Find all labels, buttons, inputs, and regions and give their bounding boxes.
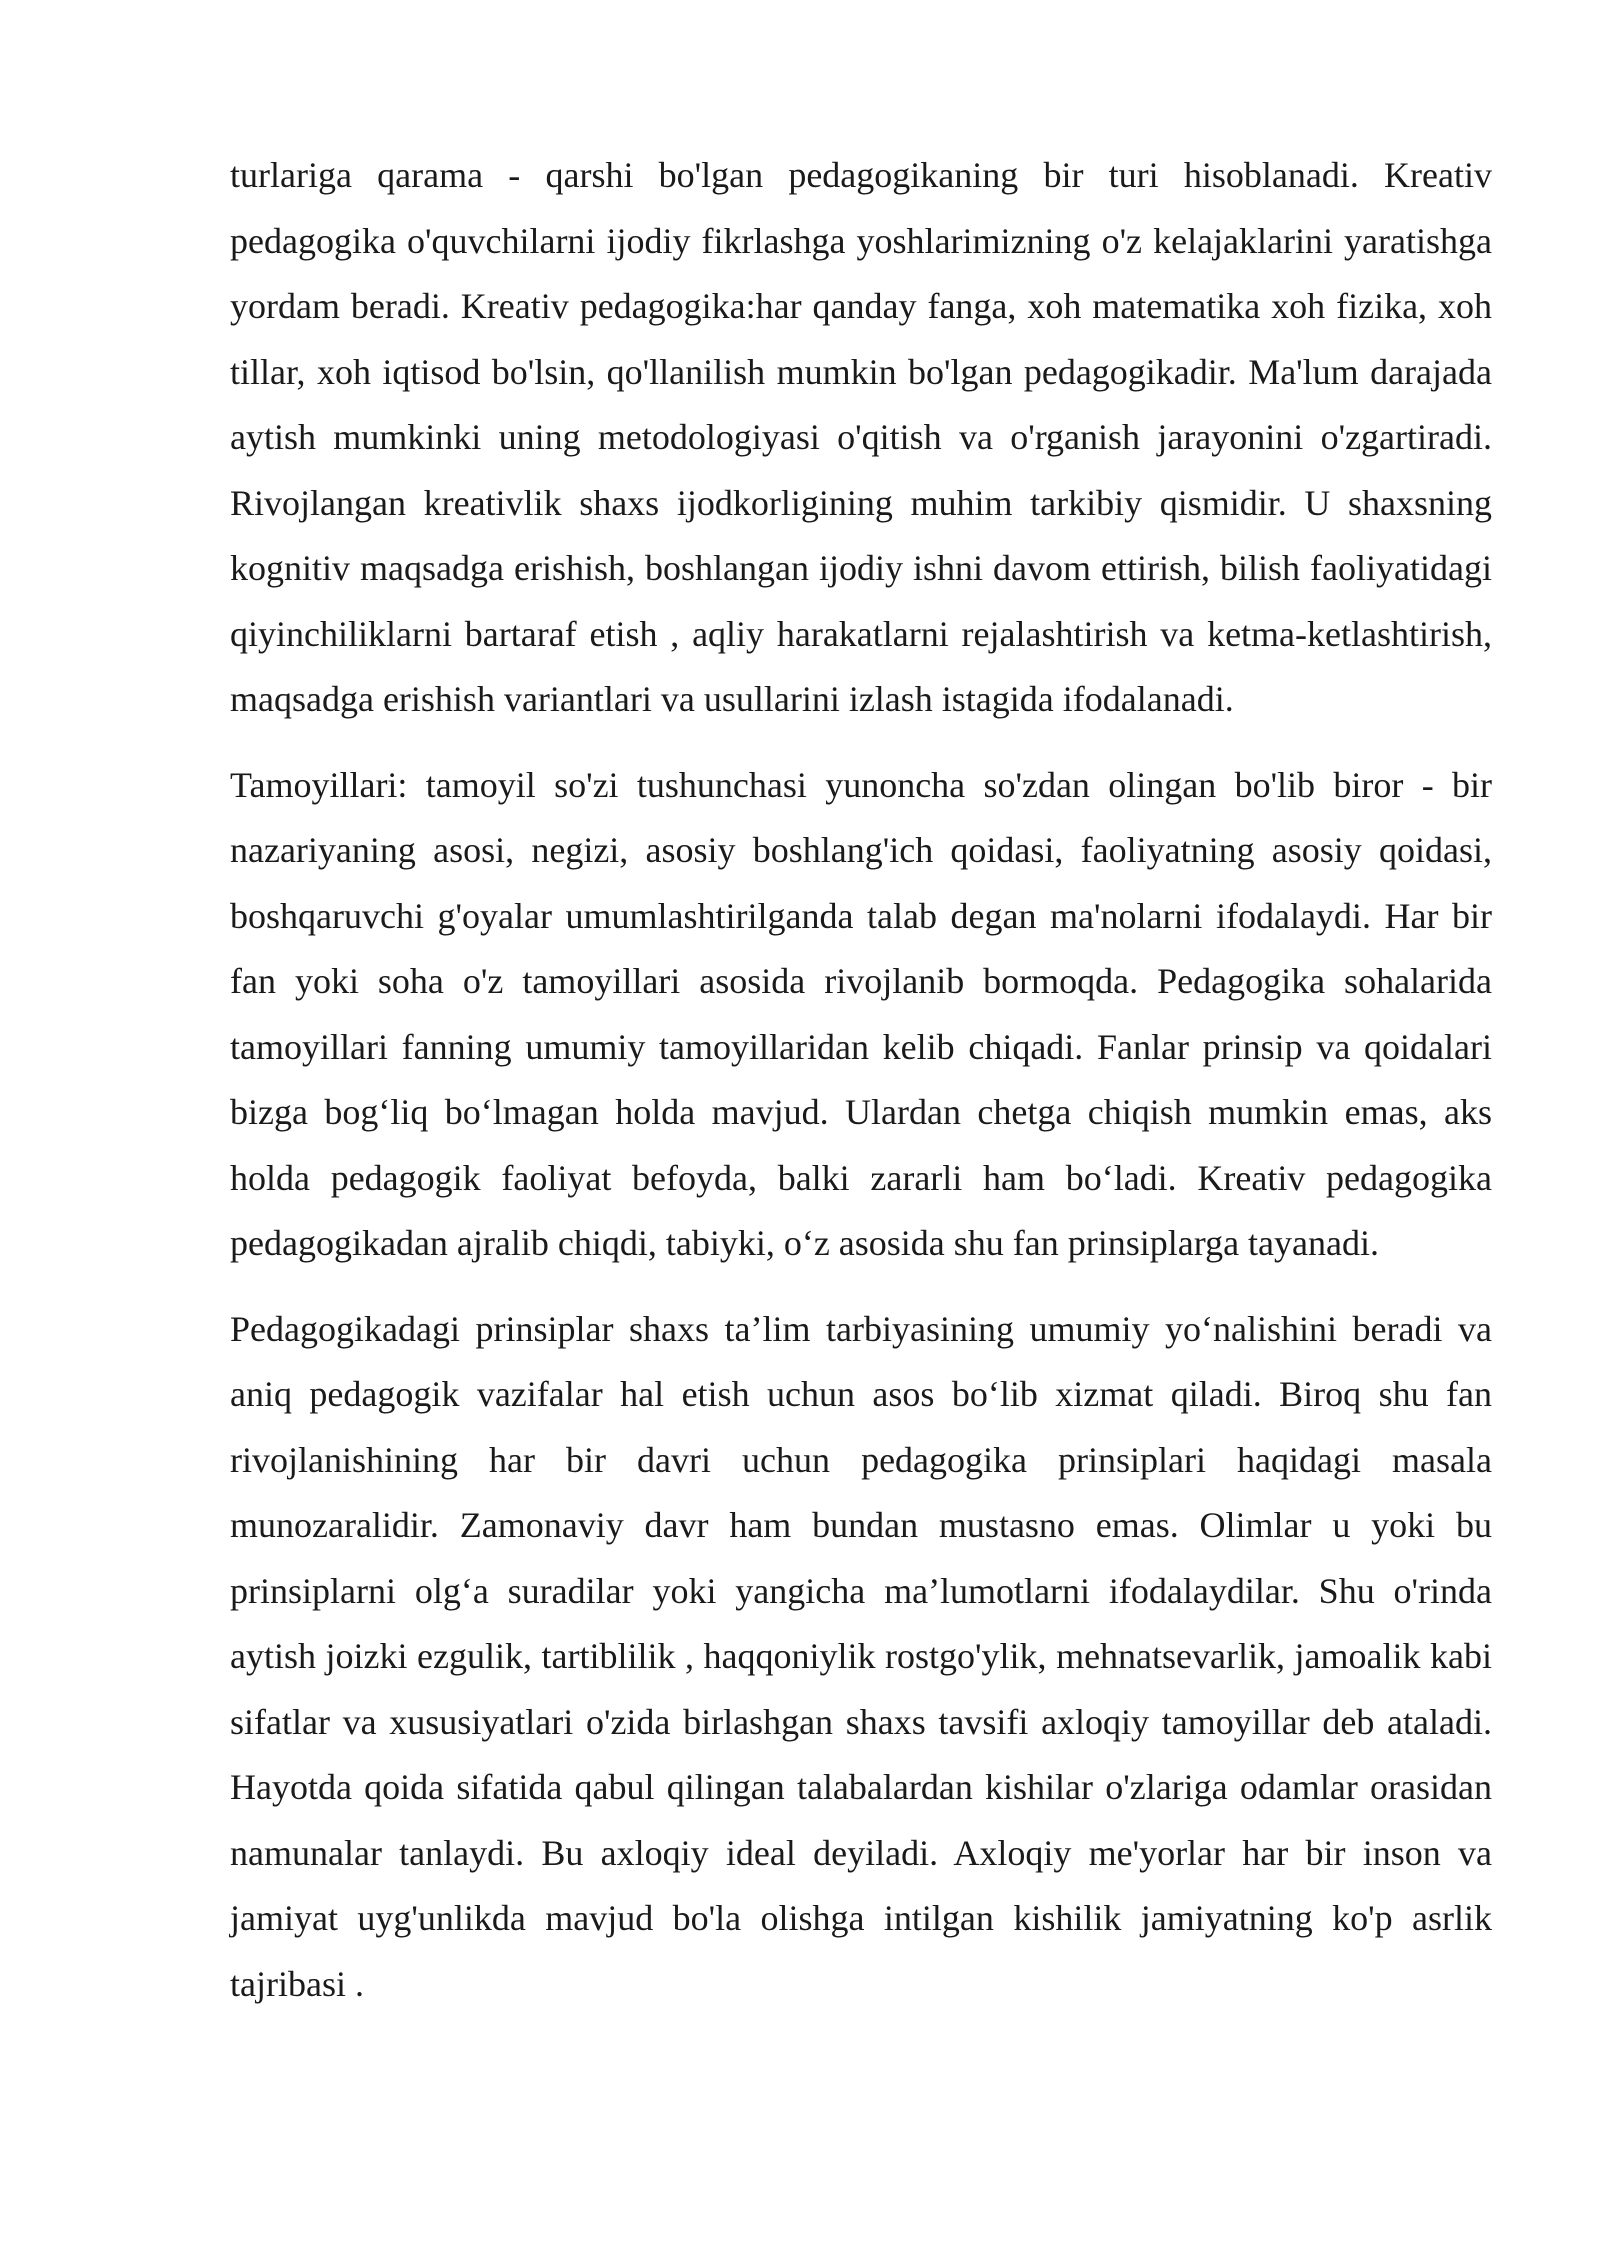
paragraph-2: Tamoyillari: tamoyil so'zi tushunchasi yunoncha so'zdan olingan bo'lib biror - bir nazariyaning asosi, negizi, asosiy boshlang'ich qoidasi, faoliyatning asosiy qoidasi, boshqaruvchi g'oyalar umumlashtirilganda talab degan ma'nolarni ifodalaydi. Har bir fan yoki soha o'z tamoyillari asosida rivojlanib bormoqda. Pedagogika sohalarida tamoyillari fanning umumiy tamoyillaridan kelib chiqadi. Fanlar prinsip va qoidalari bizga bog‘liq bo‘lmagan holda mavjud. Ulardan chetga chiqish mumkin emas, aks holda pedagogik faoliyat befoyda, balki zararli ham bo‘ladi. Kreativ pedagogika pedagogikadan ajralib chiqdi, tabiyki, o‘z asosida shu fan prinsiplarga tayanadi. <box>230 764 1492 1263</box>
paragraph-3: Pedagogikadagi prinsiplar shaxs ta’lim tarbiyasining umumiy yo‘nalishini beradi va aniq pedagogik vazifalar hal etish uchun asos bo‘lib xizmat qiladi. Biroq shu fan rivojlanishining har bir davri uchun pedagogika prinsiplari haqidagi masala munozaralidir. Zamonaviy davr ham bundan mustasno emas. Olimlar u yoki bu prinsiplarni olg‘a suradilar yoki yangicha ma’lumotlarni ifodalaydilar. Shu o'rinda aytish joizki ezgulik, tartiblilik , haqqoniylik rostgo'ylik, mehnatsevarlik, jamoalik kabi sifatlar va xususiyatlari o'zida birlashgan shaxs tavsifi axloqiy tamoyillar deb ataladi. Hayotda qoida sifatida qabul qilingan talabalardan kishilar o'zlariga odamlar orasidan namunalar tanlaydi. Bu axloqiy ideal deyiladi. Axloqiy me'yorlar har bir inson va jamiyat uyg'unlikda mavjud bo'la olishga intilgan kishilik jamiyatning ko'p asrlik tajribasi . <box>230 1308 1492 2004</box>
document-page <box>230 143 1492 2037</box>
paragraph-1: turlariga qarama - qarshi bo'lgan pedagogikaning bir turi hisoblanadi. Kreativ pedagogika o'quvchilarni ijodiy fikrlashga yoshlarimizning o'z kelajaklarini yaratishga yordam beradi. Kreativ pedagogika:har qanday fanga, xoh matematika xoh fizika, xoh tillar, xoh iqtisod bo'lsin, qo'llanilish mumkin bo'lgan pedagogikadir. Ma'lum darajada aytish mumkinki uning metodologiyasi o'qitish va o'rganish jarayonini o'zgartiradi. Rivojlangan kreativlik shaxs ijodkorligining muhim tarkibiy qismidir. U shaxsning kognitiv maqsadga erishish, boshlangan ijodiy ishni davom ettirish, bilish faoliyatidagi qiyinchiliklarni bartaraf etish , aqliy harakatlarni rejalashtirish va ketma-ketlashtirish, maqsadga erishish variantlari va usullarini izlash istagida ifodalanadi. <box>230 155 1492 719</box>
